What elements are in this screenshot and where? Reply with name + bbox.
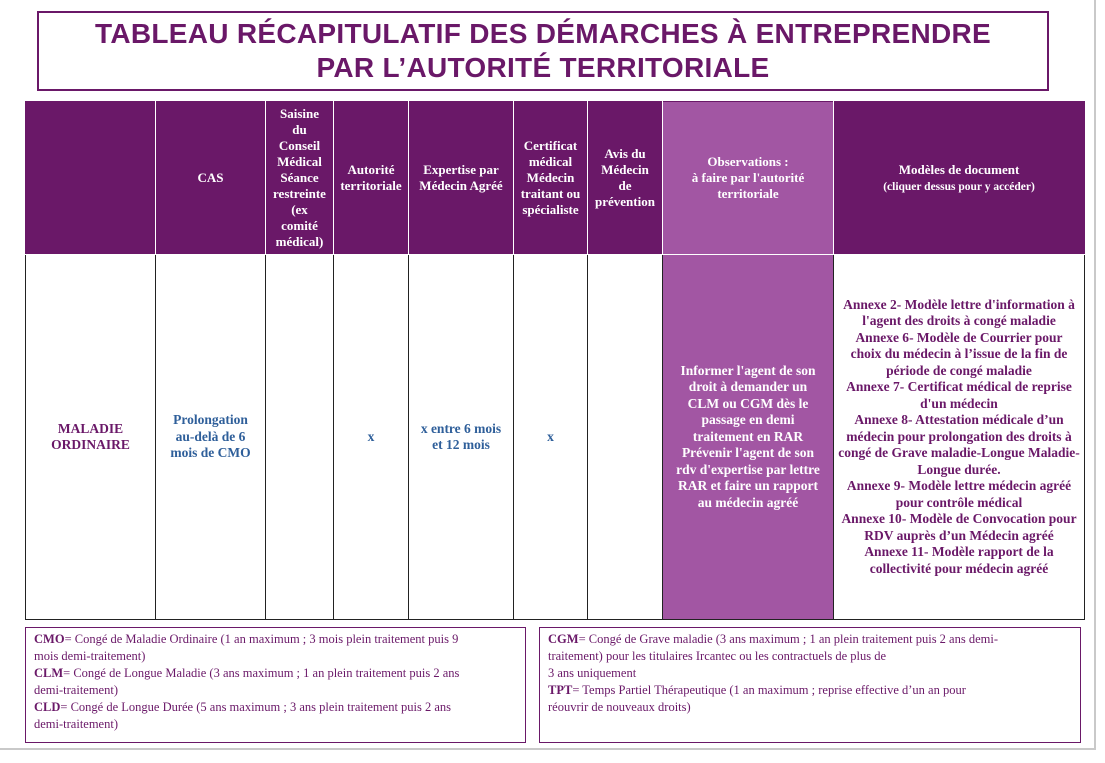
- summary-table: [25, 101, 1085, 620]
- legend-cmo: CMO= Congé de Maladie Ordinaire (1 an maximum ; 3 mois plein traitement puis 9 mois demi-traitement): [34, 632, 459, 663]
- annex-link-9[interactable]: Annexe 9- Modèle lettre médecin agréé pour contrôle médical: [846, 478, 1072, 510]
- page-title: [37, 11, 1049, 91]
- cell-modeles: [834, 255, 1085, 620]
- annex-link-11[interactable]: Annexe 11- Modèle rapport de la collectivité pour médecin agréé: [864, 544, 1054, 576]
- cell-avis: [588, 255, 663, 620]
- cell-saisine: [266, 255, 334, 620]
- header-modeles: Modèles de document (cliquer dessus pour y accéder): [834, 102, 1085, 255]
- legend-tpt: TPT= Temps Partiel Thérapeutique (1 an maximum ; reprise effective d’un an pour réouvrir de nouveaux droits): [548, 683, 966, 714]
- header-expertise: Expertise par Médecin Agréé: [409, 102, 514, 255]
- annex-link-7[interactable]: Annexe 7- Certificat médical de reprise d'un médecin: [846, 379, 1072, 411]
- header-autorite: Autorité territoriale: [334, 102, 409, 255]
- legend-clm: CLM= Congé de Longue Maladie (3 ans maximum ; 1 an plein traitement puis 2 ans demi-traitement): [34, 666, 460, 697]
- table-row: [26, 255, 1085, 620]
- header-saisine: Saisine du Conseil Médical Séance restreinte (ex comité médical): [266, 102, 334, 255]
- legend-cld: CLD= Congé de Longue Durée (5 ans maximum ; 3 ans plein traitement puis 2 ans demi-traitement): [34, 700, 452, 731]
- title-line-1: TABLEAU RÉCAPITULATIF DES DÉMARCHES À ENTREPRENDRE: [95, 18, 991, 49]
- cell-prolongation: Prolongation au-delà de 6 mois de CMO: [156, 255, 266, 620]
- cell-cas: MALADIE ORDINAIRE: [26, 255, 156, 620]
- annex-link-6[interactable]: Annexe 6- Modèle de Courrier pour choix du médecin à l’issue de la fin de période de congé maladie: [850, 329, 1068, 378]
- legend-left: [25, 627, 526, 743]
- annex-link-10[interactable]: Annexe 10- Modèle de Convocation pour RDV auprès d’un Médecin agréé: [841, 511, 1077, 543]
- cell-certificat: x: [514, 255, 588, 620]
- header-observations: Observations : à faire par l'autorité territoriale: [663, 102, 834, 255]
- header-modeles-note: (cliquer dessus pour y accéder): [883, 180, 1035, 193]
- page-edge-right: [1094, 0, 1096, 750]
- page-edge-bottom: [0, 748, 1096, 750]
- annex-link-2[interactable]: Annexe 2- Modèle lettre d'information à l'agent des droits à congé maladie: [843, 296, 1075, 329]
- legend-cgm: CGM= Congé de Grave maladie (3 ans maximum ; 1 an plein traitement puis 2 ans demi- traitement) pour les titulaires Ircantec ou les contractuels de plus de 3 ans uniquement: [548, 632, 999, 680]
- header-certificat: Certificat médical Médecin traitant ou spécialiste: [514, 102, 588, 255]
- cell-expertise: x entre 6 mois et 12 mois: [409, 255, 514, 620]
- header-cas: CAS: [156, 102, 266, 255]
- annex-link-8[interactable]: Annexe 8- Attestation médicale d’un médecin pour prolongation des droits à congé de Grave maladie-Longue Maladie- Longue durée.: [838, 412, 1080, 477]
- cell-observations: Informer l'agent de son droit à demander un CLM ou CGM dès le passage en demi traitement en RAR Prévenir l'agent de son rdv d'expertise par lettre RAR et faire un rapport au médecin agréé: [663, 255, 834, 620]
- header-empty: [26, 102, 156, 255]
- header-avis: Avis du Médecin de prévention: [588, 102, 663, 255]
- cell-autorite: x: [334, 255, 409, 620]
- legend-right: [539, 627, 1081, 743]
- title-line-2: PAR L’AUTORITÉ TERRITORIALE: [316, 52, 770, 83]
- table-header-row: [26, 102, 1085, 255]
